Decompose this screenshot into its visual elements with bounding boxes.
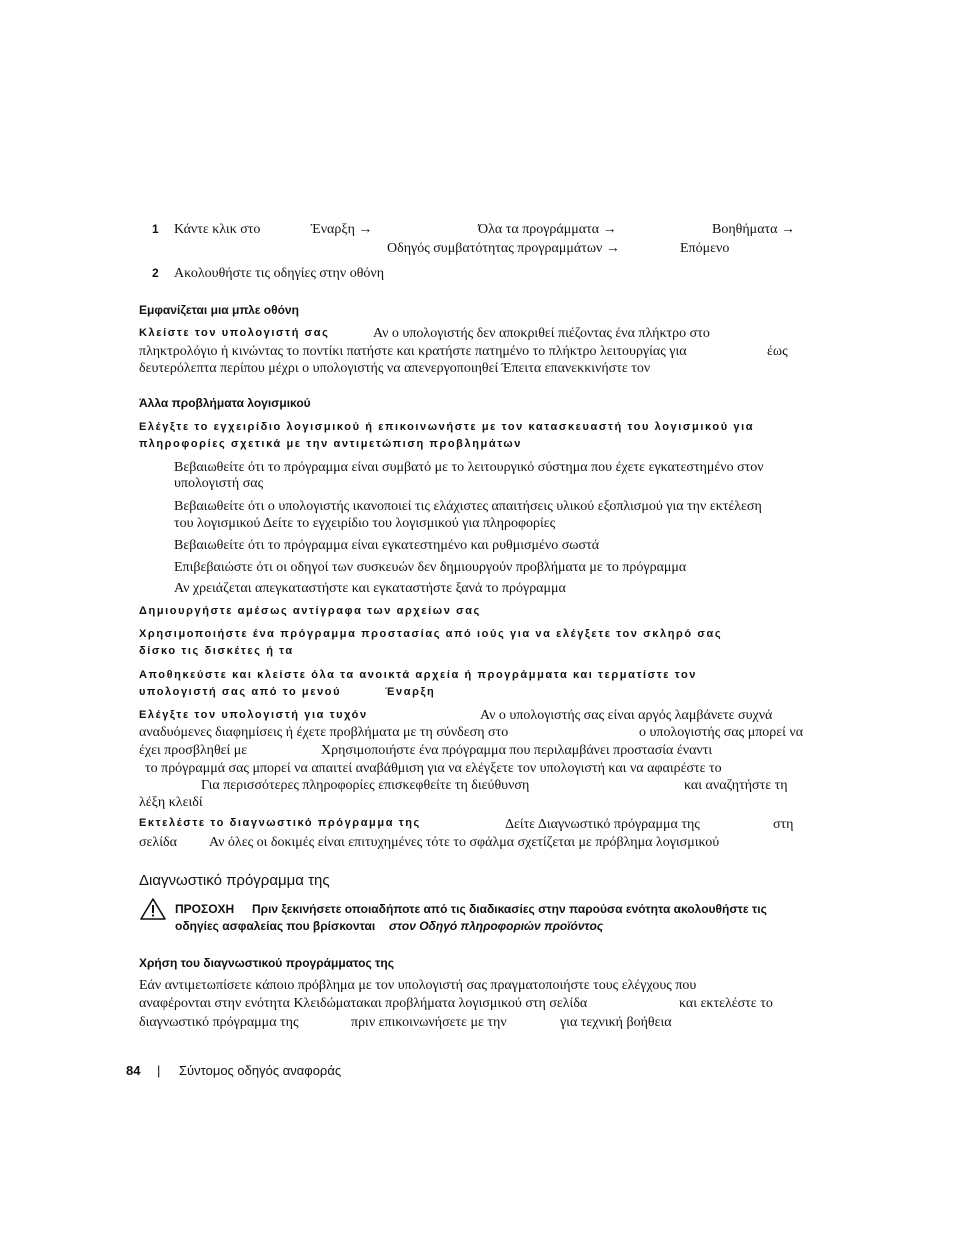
page-number: 84 [126, 1063, 141, 1078]
save-lead-start: Έναρξη [385, 686, 436, 698]
blue-screen-line-1: Αν ο υπολογιστής δεν αποκριθεί πιέζοντας ένα πλήκτρο στο [373, 326, 710, 341]
diag-paragraph-line-3a: διαγνωστικό πρόγραμμα της [139, 1015, 299, 1030]
caution-line-2b: στον Οδηγό πληροφοριών προϊόντος [389, 919, 604, 933]
spyware-line-2b: ο υπολογιστής σας μπορεί να [639, 725, 804, 740]
spyware-line-3a: έχει προσβληθεί με [139, 743, 248, 758]
blue-screen-line-2: πληκτρολόγιο ή κινώντας το ποντίκι πατήστε και κρατήστε πατημένο το πλήκτρο λειτουργίας για [139, 344, 687, 359]
spyware-line-3b: Χρησιμοποιήστε ένα πρόγραμμα που περιλαμβάνει προστασία έναντι [321, 743, 713, 758]
step-1-text: Κάντε κλικ στο [174, 222, 261, 237]
backup-lead: Δημιουργήστε αμέσως αντίγραφα των αρχείων σας [139, 605, 481, 617]
other-lead-line-2: πληροφορίες σχετικά με την αντιμετώπιση προβλημάτων [139, 438, 523, 450]
diagnostics-sub-heading: Χρήση του διαγνωστικού προγράμματος της [139, 956, 394, 970]
step-1-all-programs: Όλα τα προγράμματα → [478, 222, 617, 237]
spyware-line-5b: και αναζητήστε τη [684, 778, 788, 793]
caution-icon [139, 897, 167, 921]
step-2-text: Ακολουθήστε τις οδηγίες στην οθόνη [174, 266, 385, 281]
blue-screen-heading: Εμφανίζεται μια μπλε οθόνη [139, 303, 299, 317]
other-problems-heading: Άλλα προβλήματα λογισμικού [139, 396, 311, 410]
diag-line-2b: Αν όλες οι δοκιμές είναι επιτυχημένες τότε το σφάλμα σχετίζεται με πρόβλημα λογισμικού [209, 835, 720, 850]
step-1-next: Επόμενο [680, 241, 730, 256]
blue-screen-line-3: δευτερόλεπτα περίπου μέχρι ο υπολογιστής να απενεργοποιηθεί Έπειτα επανεκκινήστε τον [139, 361, 651, 376]
bullet-3: Βεβαιωθείτε ότι το πρόγραμμα είναι εγκατεστημένο και ρυθμισμένο σωστά [174, 538, 600, 553]
diag-line-1a: Δείτε Διαγνωστικό πρόγραμμα της [505, 817, 700, 832]
diag-lead: Εκτελέστε το διαγνωστικό πρόγραμμα της [139, 817, 421, 829]
diag-paragraph-line-2a: αναφέρονται στην ενότητα Κλειδώματακαι προβλήματα λογισμικού στη σελίδα [139, 996, 588, 1011]
diagnostics-heading: Διαγνωστικό πρόγραμμα της [139, 872, 330, 889]
diag-paragraph-line-3c: για τεχνική βοήθεια [560, 1015, 672, 1030]
bullet-2-line-1: Βεβαιωθείτε ότι ο υπολογιστής ικανοποιεί τις ελάχιστες απαιτήσεις υλικού εξοπλισμού για την εκτέλεση [174, 499, 762, 514]
diag-paragraph-line-2b: και εκτελέστε το [679, 996, 773, 1011]
step-1-number: 1 [152, 222, 159, 236]
diag-paragraph-line-3b: πριν επικοινωνήσετε με την [351, 1015, 507, 1030]
step-1-accessories: Βοηθήματα → [712, 222, 795, 237]
bullet-1-line-2: υπολογιστή σας [174, 476, 264, 491]
virus-lead-line-1: Χρησιμοποιήστε ένα πρόγραμμα προστασίας από ιούς για να ελέγξετε τον σκληρό σας [139, 628, 723, 640]
blue-screen-line-2b: έως [767, 344, 788, 359]
save-lead-line-1: Αποθηκεύστε και κλείστε όλα τα ανοικτά αρχεία ή προγράμματα και τερματίστε τον [139, 669, 697, 681]
spyware-line-4: το πρόγραμμά σας μπορεί να απαιτεί αναβάθμιση για να ελέγξετε τον υπολογιστή και να αφαιρέστε το [145, 761, 722, 776]
diag-line-2a: σελίδα [139, 835, 177, 850]
footer-separator: | [157, 1063, 161, 1078]
bullet-2-line-2: του λογισμικού Δείτε το εγχειρίδιο του λογισμικού για πληροφορίες [174, 516, 556, 531]
spyware-lead: Ελέγξτε τον υπολογιστή για τυχόν [139, 709, 368, 721]
virus-lead-line-2: δίσκο τις δισκέτες ή τα [139, 645, 294, 657]
diag-paragraph-line-1: Εάν αντιμετωπίσετε κάποιο πρόβλημα με τον υπολογιστή σας πραγματοποιήστε τους ελέγχους που [139, 978, 697, 993]
save-lead-line-2: υπολογιστή σας από το μενού [139, 686, 342, 698]
diag-line-1b: στη [773, 817, 794, 832]
step-1-compat-wizard: Οδηγός συμβατότητας προγραμμάτων → [387, 241, 620, 256]
bullet-1-line-1: Βεβαιωθείτε ότι το πρόγραμμα είναι συμβατό με το λειτουργικό σύστημα που έχετε εγκατεστημένο στον [174, 460, 764, 475]
blue-screen-lead: Κλείστε τον υπολογιστή σας [139, 327, 330, 339]
caution-line-1: Πριν ξεκινήσετε οποιαδήποτε από τις διαδικασίες στην παρούσα ενότητα ακολουθήστε τις [252, 902, 767, 916]
step-1-start: Έναρξη → [311, 222, 373, 237]
spyware-line-6: λέξη κλειδί [139, 795, 203, 810]
caution-line-2a: οδηγίες ασφαλείας που βρίσκονται [175, 919, 376, 933]
spyware-line-2a: αναδυόμενες διαφημίσεις ή έχετε προβλήματα με τη σύνδεση στο [139, 725, 509, 740]
caution-label: ΠΡΟΣΟΧΗ [175, 902, 235, 916]
spyware-line-5a: Για περισσότερες πληροφορίες επισκεφθείτε τη διεύθυνση [201, 778, 530, 793]
spyware-line-1: Αν ο υπολογιστής σας είναι αργός λαμβάνετε συχνά [480, 708, 773, 723]
bullet-4: Επιβεβαιώστε ότι οι οδηγοί των συσκευών δεν δημιουργούν προβλήματα με το πρόγραμμα [174, 560, 687, 575]
other-lead-line-1: Ελέγξτε το εγχειρίδιο λογισμικού ή επικοινωνήστε με τον κατασκευαστή του λογισμικού για [139, 421, 755, 433]
step-2-number: 2 [152, 266, 159, 280]
bullet-5: Αν χρειάζεται απεγκαταστήστε και εγκαταστήστε ξανά το πρόγραμμα [174, 581, 566, 596]
footer-title: Σύντομος οδηγός αναφοράς [179, 1063, 342, 1078]
